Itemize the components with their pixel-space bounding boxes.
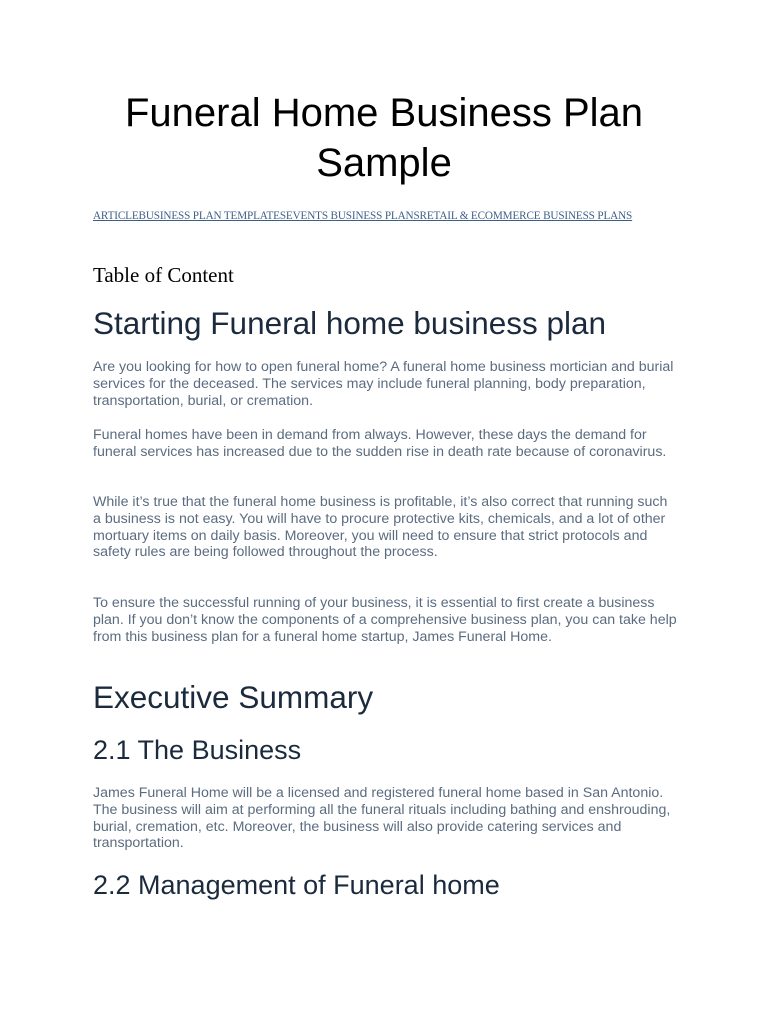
table-of-content-label[interactable]: Table of Content [93,263,234,287]
heading-the-business: 2.1 The Business [93,735,302,765]
category-link-retail-ecommerce-business-plans[interactable]: RETAIL & ECOMMERCE BUSINESS PLANS [419,210,633,222]
paragraph-profitability: While it’s true that the funeral home business is profitable, it’s also correct that running such a business is not easy. You will have to procure protective kits, chemicals, and a lot of other mortuary items on daily basis. Moreover, you will need to ensure that strict protocols and safety rules are being followed throughout the process. [93,494,668,561]
heading-management: 2.2 Management of Funeral home [93,870,500,900]
heading-executive-summary: Executive Summary [93,679,374,715]
category-links [93,209,632,223]
paragraph-demand: Funeral homes have been in demand from always. However, these days the demand for funeral services has increased due to the sudden rise in death rate because of coronavirus. [93,427,667,460]
document-title-line-2: Sample [316,141,452,185]
paragraph-the-business: James Funeral Home will be a licensed and registered funeral home based in San Antonio. The business will aim at performing all the funeral rituals including bathing and enshrouding, burial, cremation, etc. Moreover, the business will also provide catering services and transportation. [93,785,671,852]
heading-starting-funeral-home: Starting Funeral home business plan [93,305,607,341]
category-link-article[interactable]: ARTICLE [93,210,139,222]
document-title-line-1: Funeral Home Business Plan [124,91,644,135]
paragraph-intro: Are you looking for how to open funeral home? A funeral home business mortician and burial services for the deceased. The services may include funeral planning, body preparation, transportation, burial, or cremation. [93,359,674,409]
document-title [60,88,708,188]
paragraph-business-plan: To ensure the successful running of your business, it is essential to first create a business plan. If you don’t know the components of a comprehensive business plan, you can take help from this business plan for a funeral home startup, James Funeral Home. [93,595,677,645]
category-link-business-plan-templates[interactable]: BUSINESS PLAN TEMPLATES [138,210,286,222]
category-link-events-business-plans[interactable]: EVENTS BUSINESS PLANS [285,210,420,222]
